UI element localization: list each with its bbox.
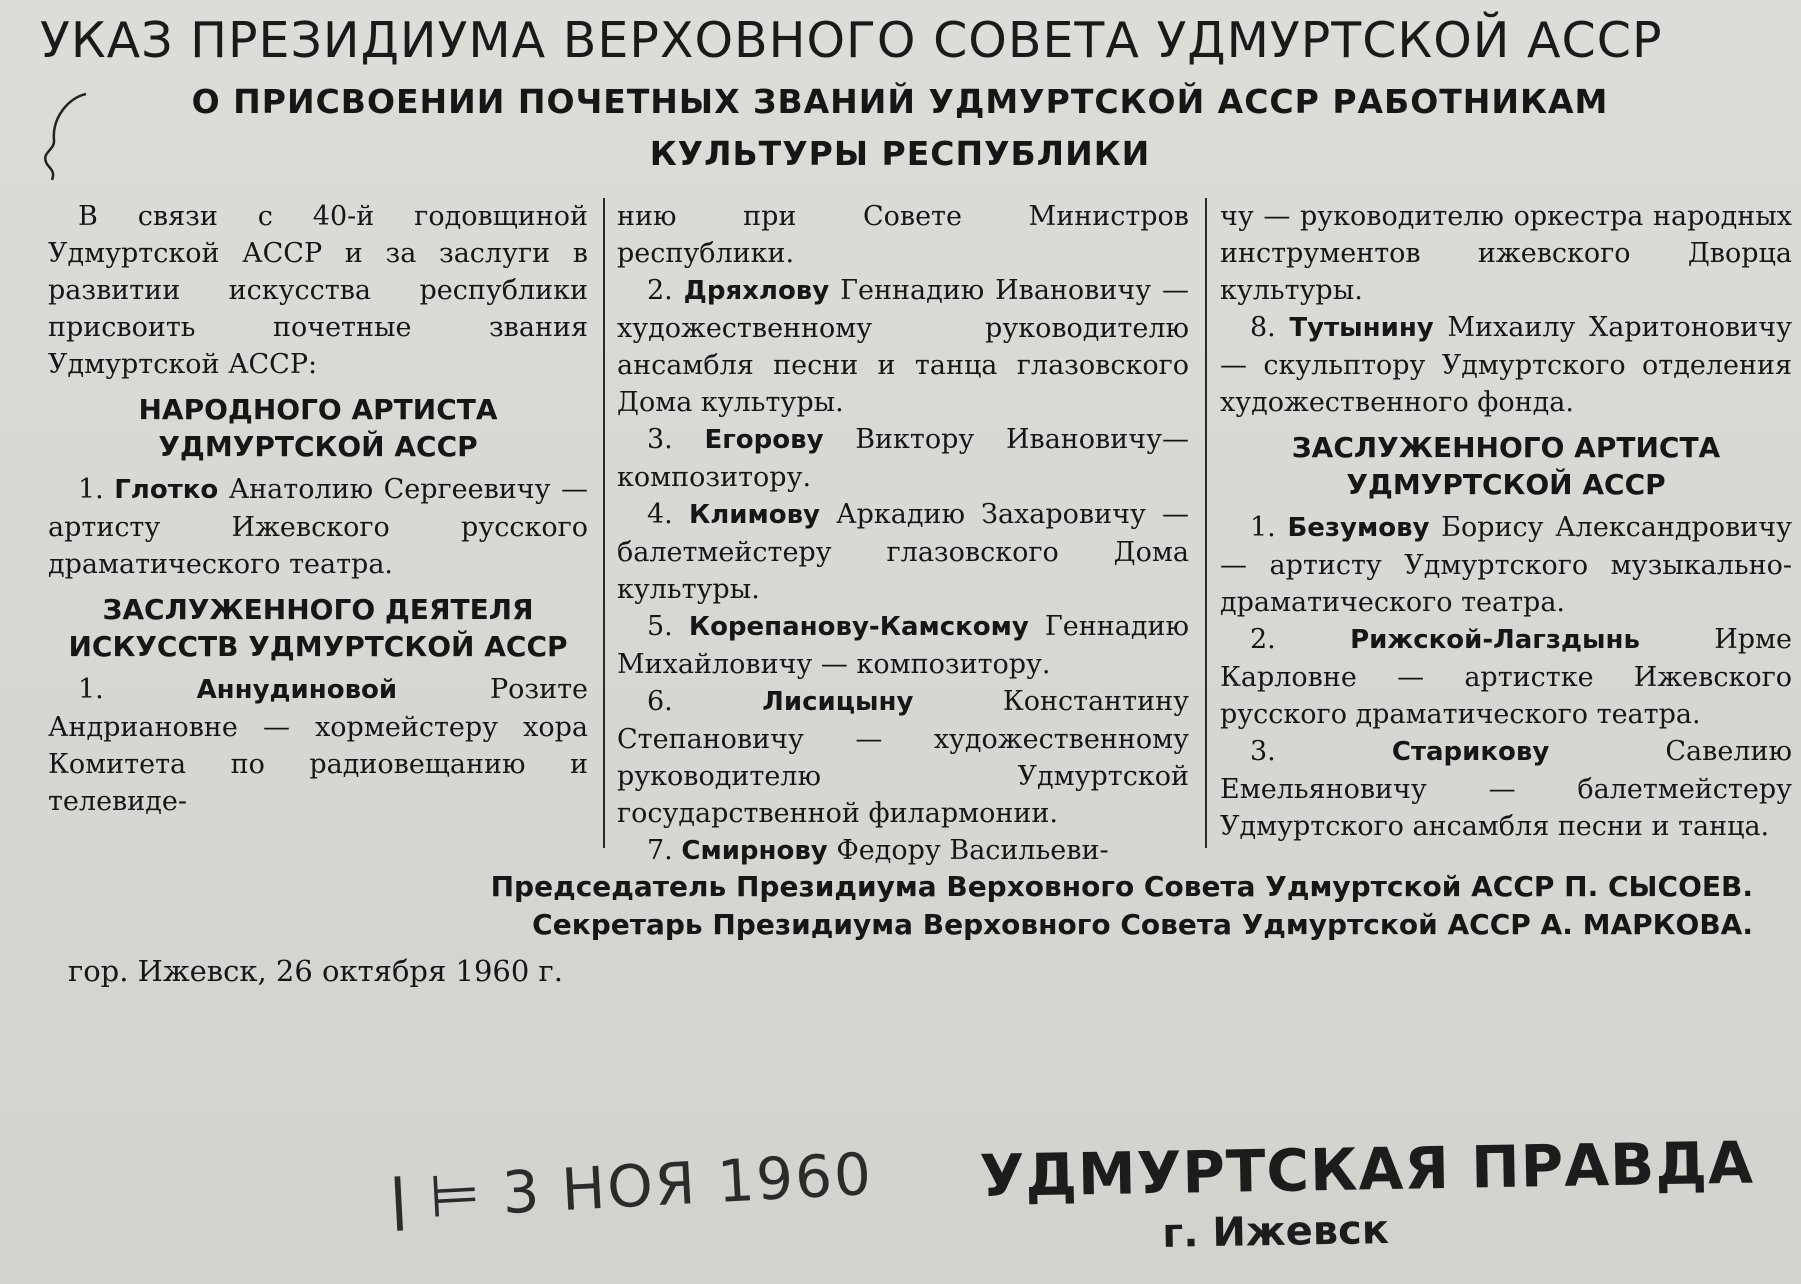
date-stamp [388,1140,874,1233]
newspaper-stamp [979,1128,1755,1260]
award-entry [1220,309,1792,421]
entry-text: Ирме Карловне — артистке Ижевского русского драматического театра. [1220,624,1792,730]
award-entry [48,671,588,820]
text-column-3 [1220,198,1792,845]
award-entry [1220,621,1792,733]
decree-subtitle-line2: КУЛЬТУРЫ РЕСПУБЛИКИ [649,134,1151,173]
entry-text: Федору Васильеви- [836,835,1109,866]
award-entry [617,608,1189,683]
entry-number: 3. [1250,736,1276,767]
entry-number: 5. [647,611,673,642]
heading-honored-artist: ЗАСЛУЖЕННОГО АРТИСТА УДМУРТСКОЙ АССР [1291,431,1721,501]
heading-peoples-artist: НАРОДНОГО АРТИСТА УДМУРТСКОЙ АССР [138,393,498,463]
entry-text: Савелию Емельяновичу — балетмейстеру Удмуртского ансамбля песни и танца. [1220,736,1792,842]
entry-text: Михаилу Харитоновичу — скульптору Удмуртского отделения художественного фонда. [1220,312,1792,418]
award-entry [48,471,588,583]
entry-number: 1. [78,474,104,505]
entry-number: 4. [647,499,673,530]
entry-number: 6. [647,686,673,717]
entry-text: Борису Александровичу — артисту Удмуртского музыкально-драматического театра. [1220,512,1792,618]
entry-surname: Лисицыну [762,687,914,717]
continued-text: нию при Совете Министров республики. [617,201,1189,269]
award-entry [617,683,1189,832]
decree-title: УКАЗ ПРЕЗИДИУМА ВЕРХОВНОГО СОВЕТА УДМУРТСКОЙ АССР [40,12,1663,69]
entry-number: 1. [1250,512,1276,543]
entry-text: Аркадию Захаровичу — балетмейстеру глазовского Дома культуры. [617,499,1189,605]
text-column-2 [617,198,1189,870]
column-divider [603,198,605,848]
entry-number: 2. [647,275,673,306]
award-entry [617,421,1189,496]
entry-text: Розите Андриановне — хормейстеру хора Комитета по радиовещанию и телевиде- [48,674,588,817]
entry-surname: Аннудиновой [196,675,398,705]
chairman-signature: Председатель Президиума Верховного Совета Удмуртской АССР П. СЫСОЕВ. [490,870,1753,903]
text-column-1 [48,198,588,820]
entry-surname: Дряхлову [683,276,830,306]
column-divider [1205,198,1207,848]
entry-surname: Егорову [704,425,824,455]
entry-surname: Безумову [1287,513,1430,543]
newspaper-name: УДМУРТСКАЯ ПРАВДА [979,1128,1755,1211]
entry-number: 1. [78,674,104,705]
entry-text: Геннадию Михайловичу — композитору. [617,611,1189,680]
entry-text: Геннадию Ивановичу — художественному руководителю ансамбля песни и танца глазовского Дома культуры. [617,275,1190,418]
award-entry [1220,733,1792,845]
entry-number: 7. [647,835,673,866]
intro-paragraph: В связи с 40-й годовщиной Удмуртской АССР и за заслуги в развитии искусства республики присвоить почетные звания Удмуртской АССР: [48,201,588,380]
decree-subtitle-line1: О ПРИСВОЕНИИ ПОЧЕТНЫХ ЗВАНИЙ УДМУРТСКОЙ АССР РАБОТНИКАМ [191,82,1609,121]
entry-number: 2. [1250,624,1276,655]
award-entry [617,496,1189,608]
newspaper-city: г. Ижевск [1161,1206,1390,1257]
entry-surname: Смирнову [681,836,828,866]
secretary-signature: Секретарь Президиума Верховного Совета Удмуртской АССР А. МАРКОВА. [532,908,1753,941]
award-entry [617,272,1189,421]
entry-surname: Рижской-Лагздынь [1350,625,1640,655]
entry-number: 3. [647,424,673,455]
stamp-date-text: 3 НОЯ 1960 [500,1139,875,1228]
entry-surname: Климову [688,500,820,530]
entry-surname: Тутынину [1289,313,1434,343]
award-entry [1220,509,1792,621]
entry-surname: Корепанову-Камскому [688,612,1029,642]
heading-honored-arts-worker: ЗАСЛУЖЕННОГО ДЕЯТЕЛЯ ИСКУССТВ УДМУРТСКОЙ АССР [68,593,568,663]
entry-surname: Старикову [1391,737,1550,767]
entry-number: 8. [1250,312,1276,343]
entry-text: Виктору Ивановичу— композитору. [617,424,1189,493]
entry-text: Константину Степановичу — художественному руководителю Удмуртской государственной филармонии. [617,686,1189,829]
award-entry [617,832,1189,870]
continued-text: чу — руководителю оркестра народных инструментов ижевского Дворца культуры. [1220,201,1792,306]
place-and-date: гор. Ижевск, 26 октября 1960 г. [68,954,563,988]
stamp-tick-mark: ǀ ⊨ [388,1159,505,1233]
entry-text: Анатолию Сергеевичу — артисту Ижевского русского драматического театра. [48,474,588,580]
entry-surname: Глотко [114,475,219,505]
